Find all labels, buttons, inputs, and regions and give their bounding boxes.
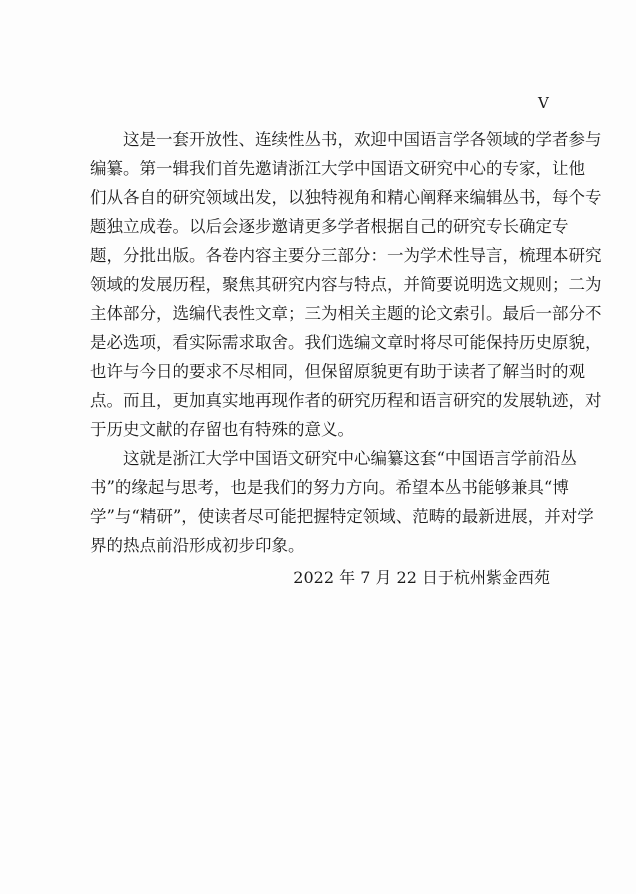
page-number: V bbox=[538, 94, 549, 112]
text-line: 点。而且，更加真实地再现作者的研究历程和语言研究的发展轨迹，对 bbox=[90, 391, 602, 410]
text-line: 主体部分，选编代表性文章；三为相关主题的论文索引。最后一部分不 bbox=[90, 304, 602, 323]
date-signature: 2022 年 7 月 22 日于杭州紫金西苑 bbox=[293, 568, 550, 587]
text-line: 这就是浙江大学中国语文研究中心编纂这套“中国语言学前沿丛 bbox=[123, 449, 577, 468]
text-line: 学”与“精研”，使读者尽可能把握特定领域、范畴的最新进展，并对学 bbox=[90, 507, 594, 526]
text-line: 也许与今日的要求不尽相同，但保留原貌更有助于读者了解当时的观 bbox=[90, 362, 585, 381]
text-line: 于历史文献的存留也有特殊的意义。 bbox=[90, 420, 354, 439]
text-line: 题，分批出版。各卷内容主要分三部分：一为学术性导言，梳理本研究 bbox=[90, 246, 602, 265]
text-line: 是必选项，看实际需求取舍。我们选编文章时将尽可能保持历史原貌， bbox=[90, 333, 602, 352]
text-line: 书”的缘起与思考，也是我们的努力方向。希望本丛书能够兼具“博 bbox=[90, 478, 569, 497]
text-line: 界的热点前沿形成初步印象。 bbox=[90, 536, 305, 555]
text-line: 领域的发展历程，聚焦其研究内容与特点，并简要说明选文规则；二为 bbox=[90, 275, 602, 294]
text-line: 编纂。第一辑我们首先邀请浙江大学中国语文研究中心的专家，让他 bbox=[90, 159, 585, 178]
text-line: 这是一套开放性、连续性丛书，欢迎中国语言学各领域的学者参与 bbox=[123, 130, 602, 149]
text-line: 们从各自的研究领域出发，以独特视角和精心阐释来编辑丛书，每个专 bbox=[90, 188, 602, 207]
text-line: 题独立成卷。以后会逐步邀请更多学者根据自己的研究专长确定专 bbox=[90, 217, 569, 236]
